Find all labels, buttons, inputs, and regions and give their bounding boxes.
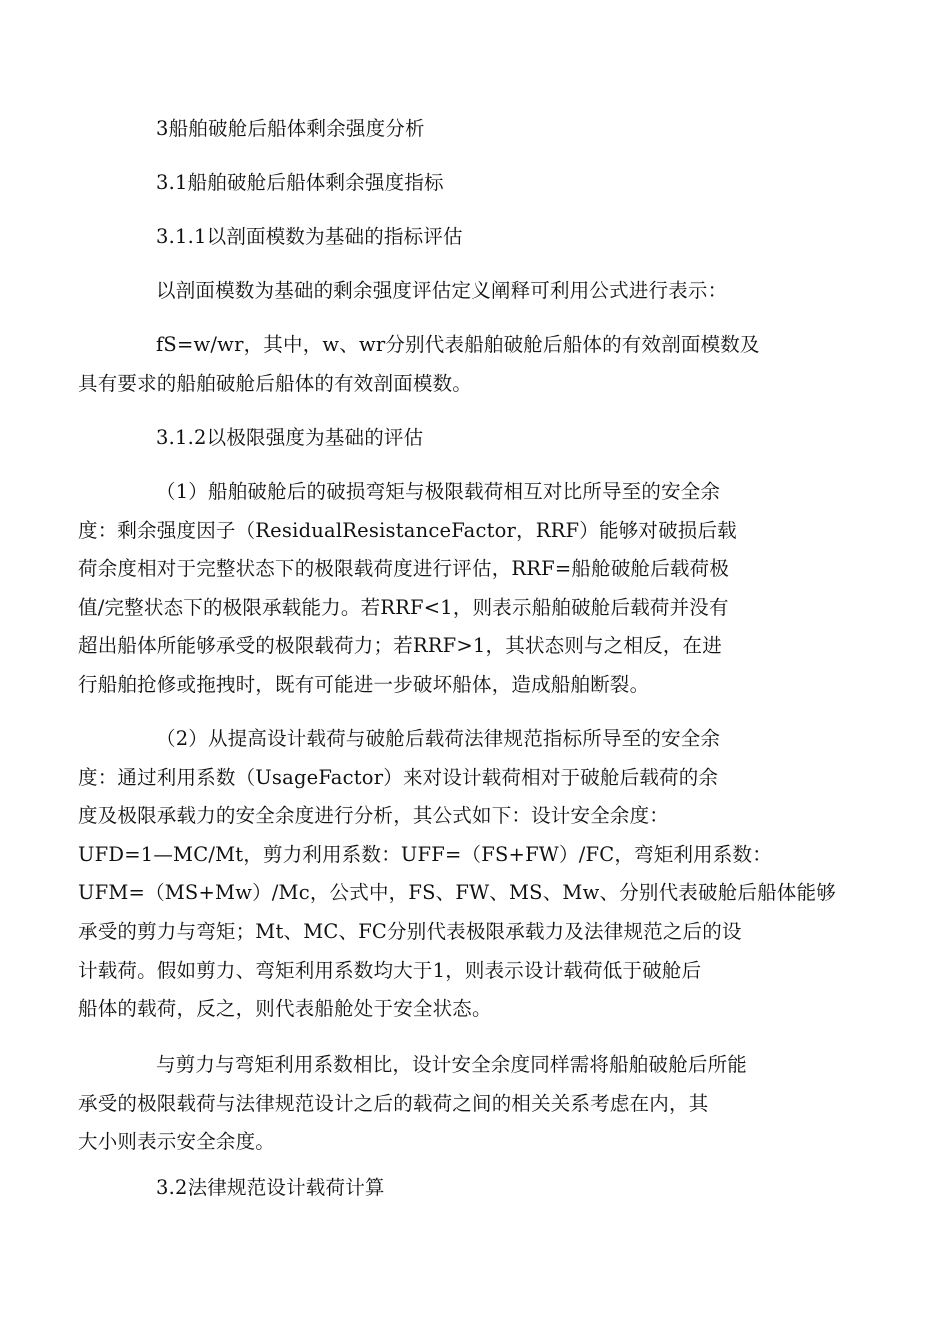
text-line: 行船舶抢修或拖拽时，既有可能进一步破坏船体，造成船舶断裂。	[78, 672, 650, 696]
body-paragraph-usage-factor	[78, 720, 837, 1029]
text-line: 大小则表示安全余度。	[78, 1130, 276, 1154]
body-paragraph-comparison	[78, 1046, 837, 1162]
text-line: 度：通过利用系数（UsageFactor）来对设计载荷相对于破舱后载荷的余	[78, 765, 719, 789]
body-paragraph-formula-fs	[78, 326, 837, 403]
text-line: 3船舶破舱后船体剩余强度分析	[156, 117, 425, 140]
text-line: 超出船体所能够承受的极限载荷力；若RRF>1，其状态则与之相反，在进	[78, 634, 722, 658]
text-line: 具有要求的船舶破舱后船体的有效剖面模数。	[78, 371, 473, 395]
text-line: 3.1.1以剖面模数为基础的指标评估	[156, 225, 463, 248]
section-heading-3	[117, 110, 837, 149]
section-heading-3-1-1	[117, 218, 837, 257]
text-line: 值/完整状态下的极限承载能力。若RRF<1，则表示船舶破舱后载荷并没有	[78, 595, 729, 619]
section-heading-3-1-2	[117, 419, 837, 458]
text-line: （1）船舶破舱后的破损弯矩与极限载荷相互对比所导至的安全余	[156, 480, 721, 503]
text-line: 3.2法律规范设计载荷计算	[156, 1176, 385, 1199]
text-line: fS=w/wr，其中，w、wr分别代表船舶破舱后船体的有效剖面模数及	[156, 333, 760, 356]
text-line: 与剪力与弯矩利用系数相比，设计安全余度同样需将船舶破舱后所能	[156, 1053, 748, 1076]
section-heading-3-1	[117, 164, 837, 203]
text-line: 度：剩余强度因子（ResidualResistanceFactor，RRF）能够对破损后载	[78, 518, 737, 542]
text-line: 承受的剪力与弯矩；Mt、MC、FC分别代表极限承载力及法律规范之后的设	[78, 919, 742, 943]
text-line: UFM=（MS+Mw）/Mc，公式中，FS、FW、MS、Mw、分别代表破舱后船体能够	[78, 881, 836, 905]
text-line: 3.1船舶破舱后船体剩余强度指标	[156, 171, 444, 194]
text-line: 承受的极限载荷与法律规范设计之后的载荷之间的相关关系考虑在内，其	[78, 1091, 709, 1115]
section-heading-3-2	[117, 1169, 837, 1208]
text-line: 度及极限承载力的安全余度进行分析，其公式如下：设计安全余度：	[78, 804, 670, 828]
text-line: 荷余度相对于完整状态下的极限载荷度进行评估，RRF=船舱破舱后载荷极	[78, 557, 730, 581]
text-line: （2）从提高设计载荷与破舱后载荷法律规范指标所导至的安全余	[156, 727, 721, 750]
text-line: 以剖面模数为基础的剩余强度评估定义阐释可利用公式进行表示：	[156, 279, 728, 302]
text-line: UFD=1—MC/Mt，剪力利用系数：UFF=（FS+FW）/FC，弯矩利用系数：	[78, 842, 772, 866]
text-line: 船体的载荷，反之，则代表船舱处于安全状态。	[78, 997, 492, 1021]
text-line: 3.1.2以极限强度为基础的评估	[156, 426, 424, 449]
text-line: 计载荷。假如剪力、弯矩利用系数均大于1，则表示设计载荷低于破舱后	[78, 958, 702, 982]
body-paragraph-rrf	[78, 473, 837, 705]
body-paragraph-intro	[117, 272, 837, 311]
